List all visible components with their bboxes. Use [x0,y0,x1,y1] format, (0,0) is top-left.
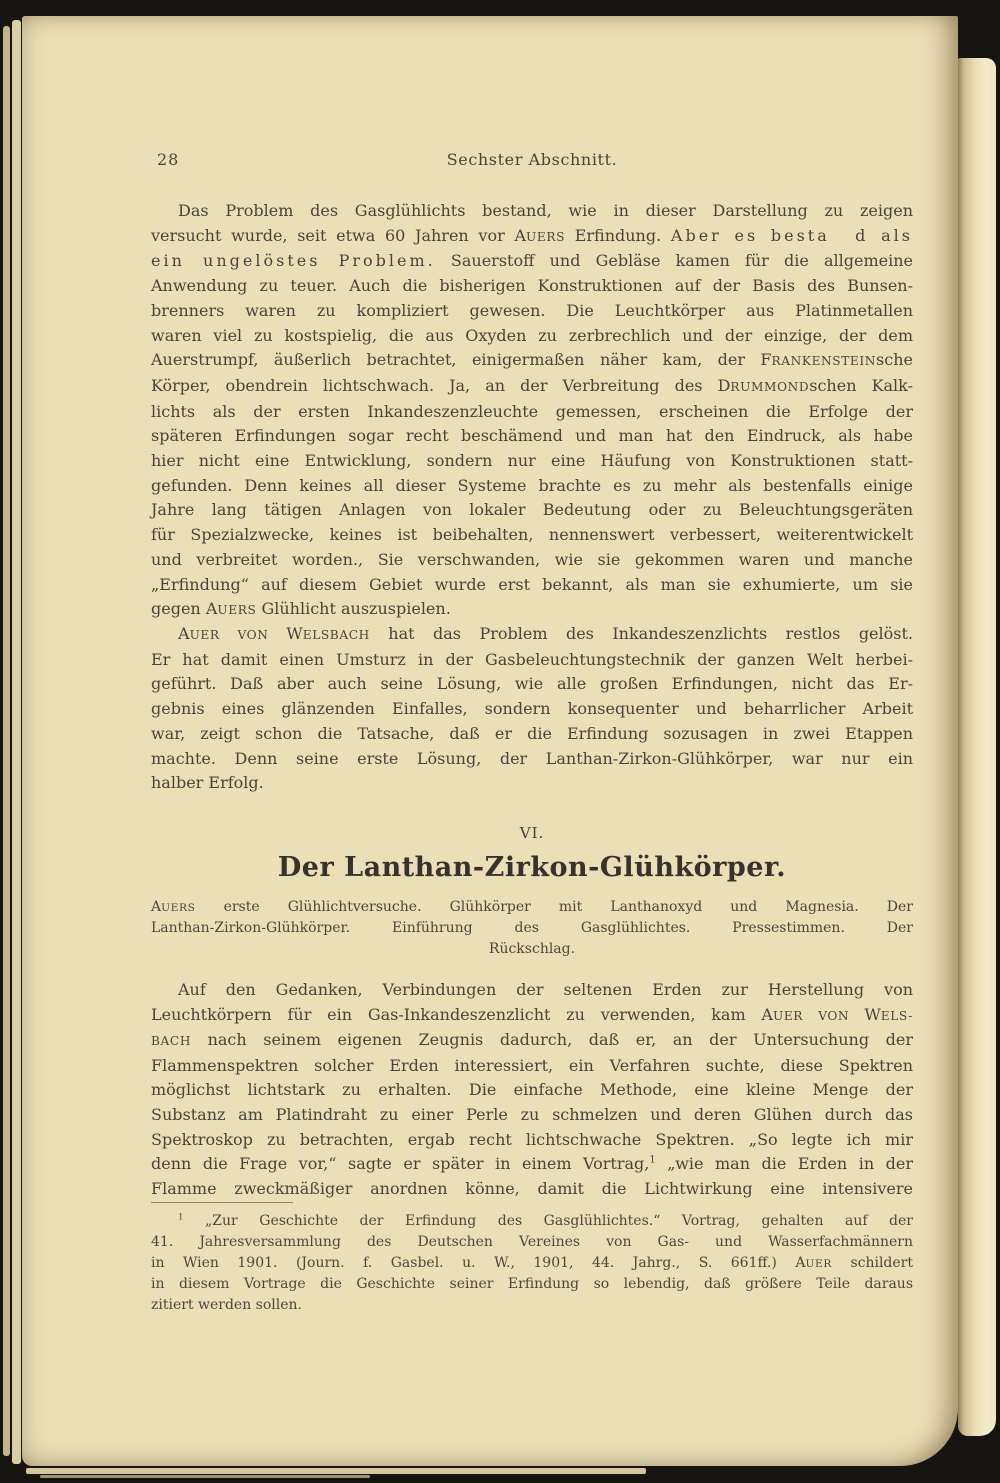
text-line: Jahre lang tätigen Anlagen von lokaler Bedeutung oder zu Beleuchtungsgeräten [151,500,913,520]
text-line: Körper, obendrein lichtschwach. Ja, an der Verbreitung des DRUMMONDschen Kalk- [151,375,913,395]
text-line: geführt. Daß aber auch seine Lösung, wie alle großen Erfindungen, nicht das Er- [151,674,913,694]
text-line: gebnis eines glänzenden Einfalles, sondern konsequenter und beharrlicher Arbeit [151,699,913,719]
text-line: zitiert werden sollen. [151,1297,303,1313]
text-line: Rückschlag. [488,941,576,957]
text-line: in Wien 1901. (Journ. f. Gasbel. u. W., 1901, 44. Jahrg., S. 661ff.) AUER schildert [151,1255,914,1271]
text-line: Substanz am Platindraht zu einer Perle zu schmelzen und deren Glühen durch das [151,1104,913,1124]
text-line: lichts als der ersten Inkandeszenzleuchte gemessen, erscheinen die Erfolge der [151,401,913,421]
text-line: Anwendung zu teuer. Auch die bisherigen Konstruktionen auf der Basis des Bunsen- [151,276,913,296]
text-line: gefunden. Denn keines all dieser Systeme brachte es zu mehr als bestenfalls einige [151,475,913,495]
body-paragraph-2 [151,622,913,796]
footnote [151,1211,913,1316]
running-header [151,150,913,174]
text-line: Das Problem des Gasglühlichts bestand, wie in dieser Darstellung zu zeigen [178,201,913,220]
body-paragraph-3 [151,978,913,1201]
text-line: machte. Denn seine erste Lösung, der Lanthan-Zirkon-Glühkörper, war nur ein [151,748,913,768]
text-line: Auf den Gedanken, Verbindungen der seltenen Erden zur Herstellung von [178,980,913,999]
scanned-page [22,16,958,1466]
chapter-title: Der Lanthan-Zirkon-Glühkörper. [277,852,787,883]
text-line: in diesem Vortrage die Geschichte seiner Erfindung so lebendig, daß größere Teile daraus [151,1276,913,1292]
text-line: 41. Jahresversammlung des Deutschen Vereines von Gas- und Wasserfachmännern [151,1234,913,1250]
page-number: 28 [157,150,180,169]
footnote-rule [151,1202,293,1203]
text-line: BACH nach seinem eigenen Zeugnis dadurch, daß er, an der Untersuchung der [151,1030,913,1050]
gutter-page-edge [958,58,996,1436]
text-line: denn die Frage vor,“ sagte er später in einem Vortrag,$^1$ „wie man die Erden in der [151,1154,913,1174]
page-stack-edge-left-inner [12,20,21,1464]
text-line: AUER VON WELSBACH hat das Problem des Inkandeszenzlichts restlos gelöst. [178,624,914,643]
text-line: für Spezialzwecke, keines ist beibehalten, nennenswert verbessert, weiterentwickelt [151,525,913,545]
text-line: halber Erfolg. [151,773,264,793]
text-line: „Erfindung“ auf diesem Gebiet wurde erst bekannt, als man sie exhumierte, um sie [151,574,913,594]
text-line: möglichst lichtstark zu erhalten. Die einfache Methode, eine kleine Menge der [151,1080,913,1100]
text-line: Er hat damit einen Umsturz in der Gasbeleuchtungstechnik der ganzen Welt herbei- [151,649,913,669]
page-stack-edge-left-outer [3,26,10,1456]
text-line: Lanthan-Zirkon-Glühkörper. Einführung des Gasglühlichtes. Pressestimmen. Der [151,920,913,936]
text-line: Flammenspektren solcher Erden interessiert, ein Verfahren suchte, diese Spektren [151,1055,913,1075]
page-stack-edge-bottom [26,1468,646,1474]
text-line: späteren Erfindungen sogar recht beschämend und man hat den Eindruck, als habe [151,426,913,446]
text-line: brenners waren zu kompliziert gewesen. Die Leuchtkörper aus Platinmetallen [151,300,913,320]
text-line: versucht wurde, seit etwa 60 Jahren vor AUERS Erfindung. Aber es besta d als [151,225,913,245]
page-stack-edge-bottom-2 [40,1475,370,1478]
text-line: AUERS erste Glühlichtversuche. Glühkörper mit Lanthanoxyd und Magnesia. Der [151,899,913,915]
text-line: ein ungelöstes Problem. Sauerstoff und Gebläse kamen für die allgemeine [151,251,913,271]
chapter-abstract [151,897,913,960]
text-line: war, zeigt schon die Tatsache, daß er die Erfindung sozusagen in zwei Etappen [151,723,913,743]
text-line: Leuchtkörpern für ein Gas-Inkandeszenzlicht zu verwenden, kam AUER VON WELS- [151,1004,914,1024]
text-line: waren viel zu kostspielig, die aus Oxyden zu zerbrechlich und der einzige, der dem [151,325,913,345]
text-line: und verbreitet worden., Sie verschwanden, wie sie gekommen waren und manche [151,549,913,569]
text-line: $^1$ „Zur Geschichte der Erfindung des Gasglühlichtes.“ Vortrag, gehalten auf der [178,1212,913,1229]
text-line: Auerstrumpf, äußerlich betrachtet, einigermaßen näher kam, der FRANKENSTEINsche [151,350,913,370]
body-paragraph-1 [151,199,913,623]
text-line: Spektroskop zu betrachten, ergab recht lichtschwache Spektren. „So legte ich mir [151,1129,913,1149]
running-title: Sechster Abschnitt. [446,150,618,169]
text-line: Flamme zweckmäßiger anordnen könne, damit die Lichtwirkung eine intensivere [151,1178,913,1198]
text-line: gegen AUERS Glühlicht auszuspielen. [151,599,451,619]
text-line: hier nicht eine Entwicklung, sondern nur eine Häufung von Konstruktionen statt- [151,451,913,471]
chapter-number: VI. [519,824,545,842]
